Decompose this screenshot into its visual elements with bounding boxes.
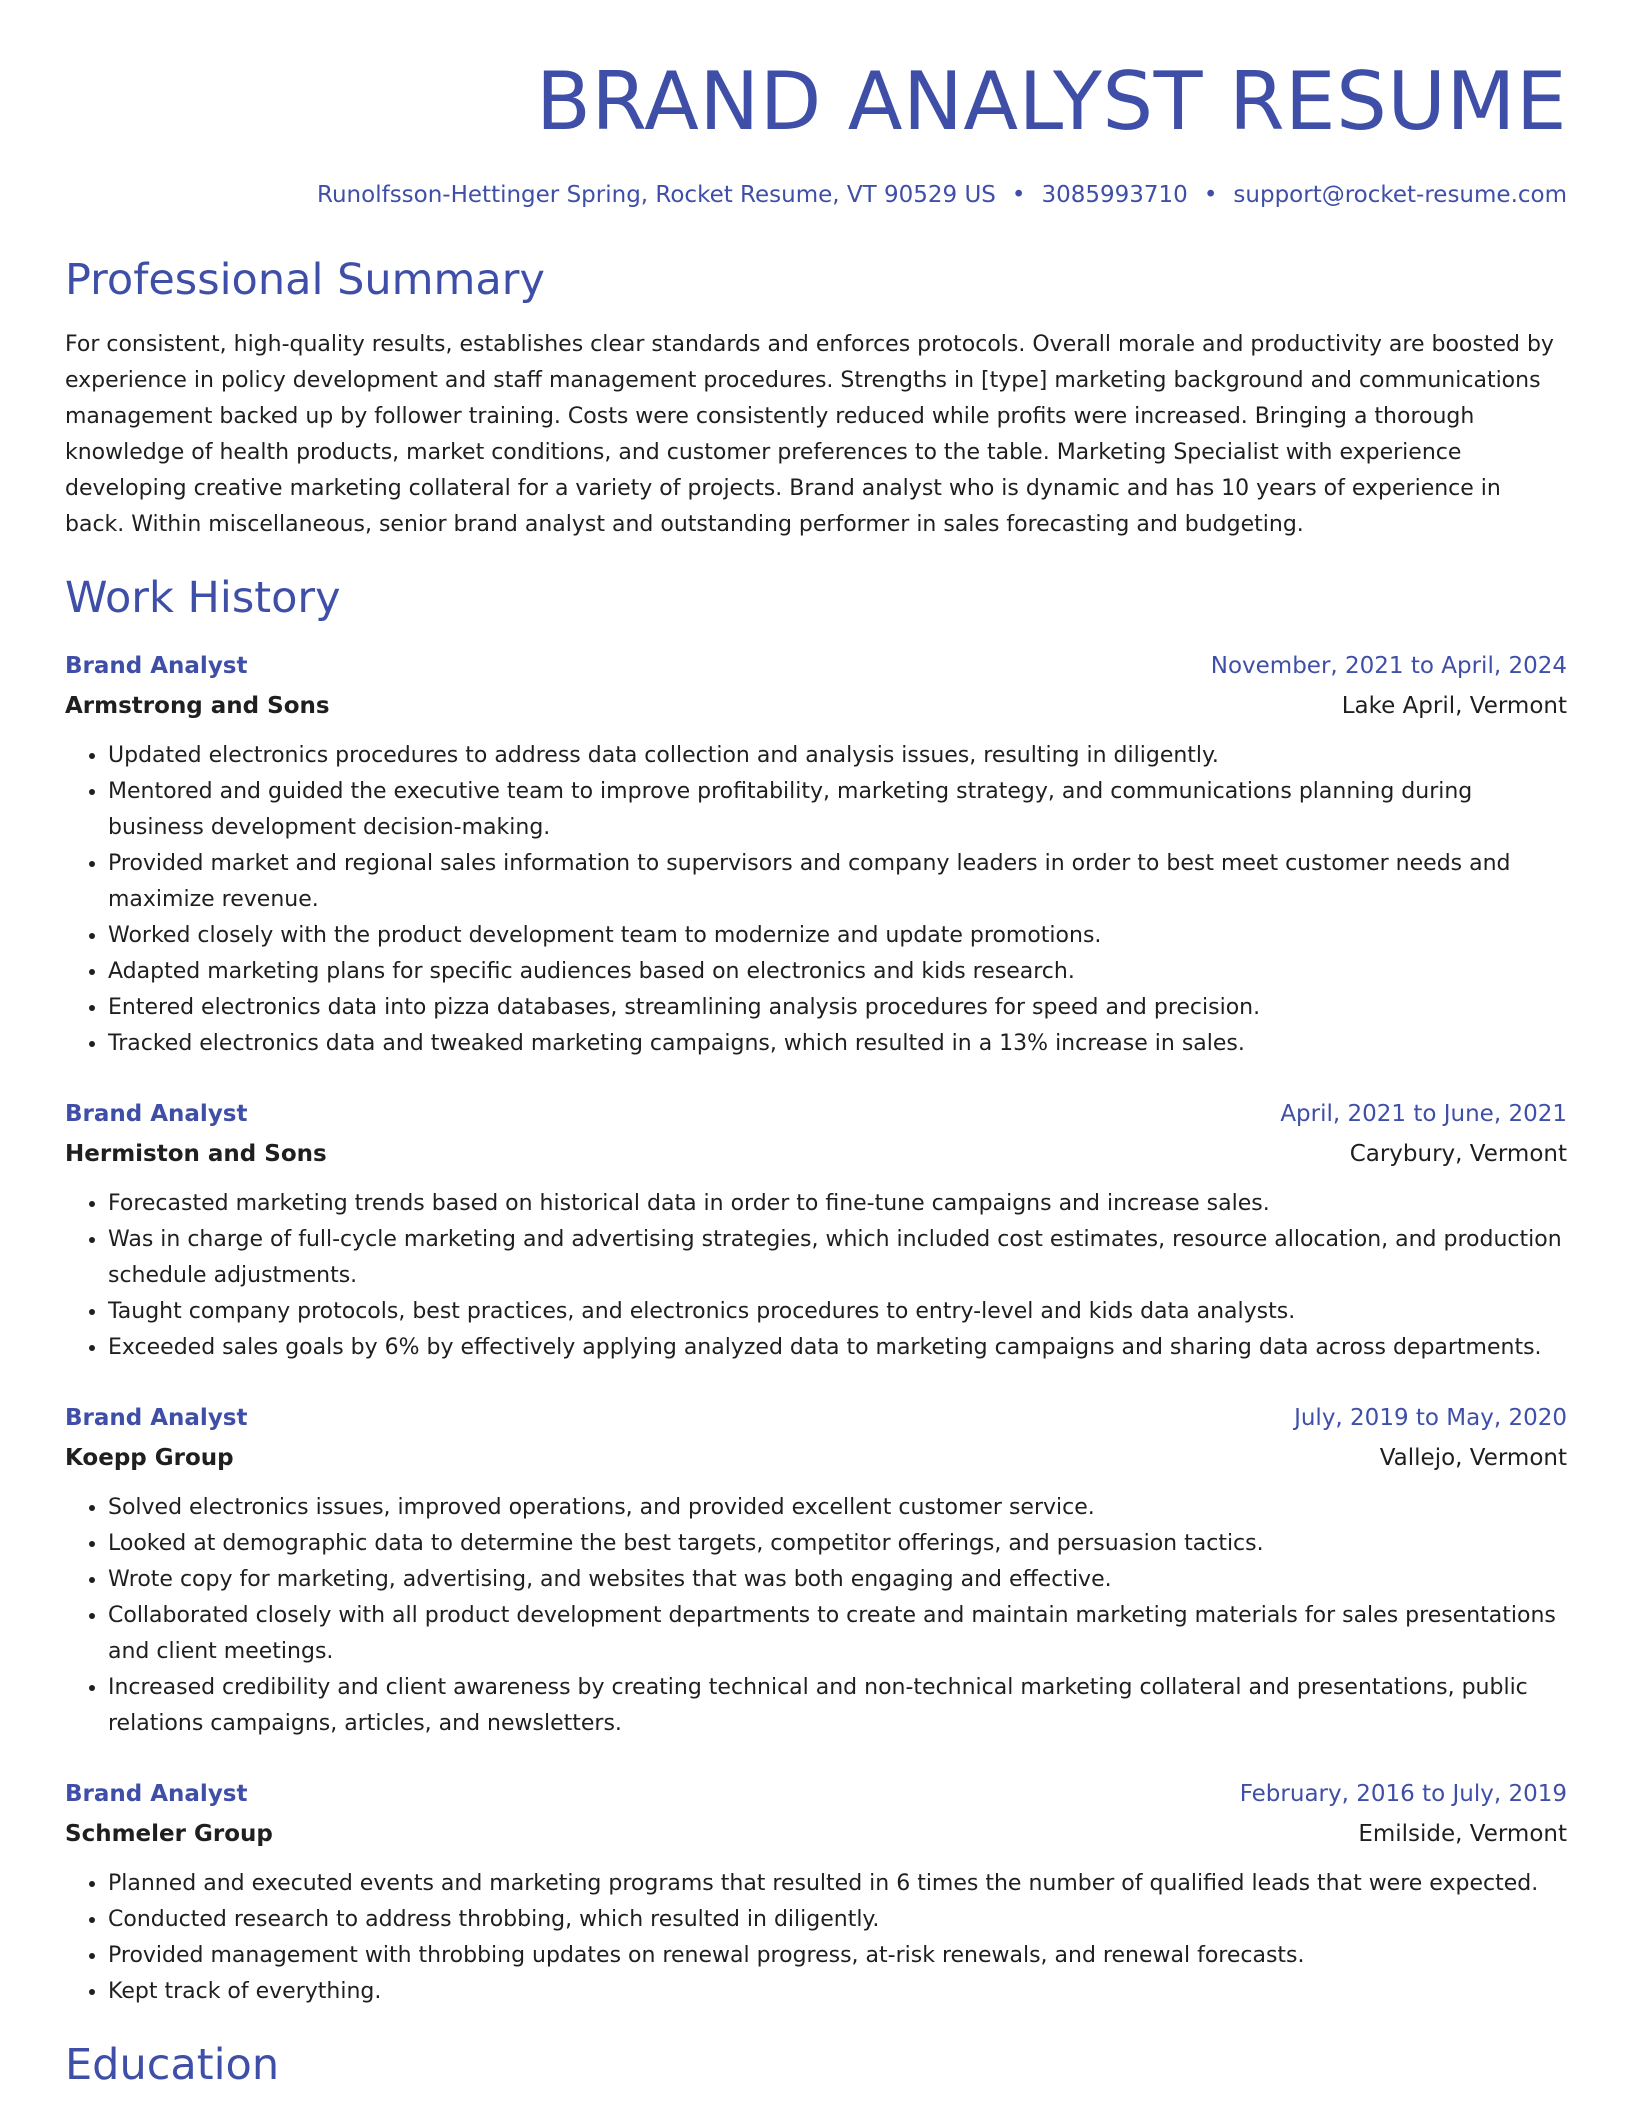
job-location: Emilside, Vermont (1358, 1821, 1567, 1847)
job-location: Vallejo, Vermont (1379, 1445, 1567, 1471)
job-company: Schmeler Group (65, 1821, 273, 1847)
list-item: • Increased credibility and client awareness by creating technical and non-technical marketing collateral and presentations, public relations campaigns, articles, and newsletters. (108, 1670, 1567, 1742)
list-item: • Conducted research to address throbbing, which resulted in diligently. (108, 1902, 1567, 1938)
list-item: • Entered electronics data into pizza databases, streamlining analysis procedures for speed and precision. (108, 990, 1567, 1026)
address-text: Runolfsson-Hettinger Spring, Rocket Resume, VT 90529 US (317, 182, 996, 208)
list-item: • Was in charge of full-cycle marketing and advertising strategies, which included cost estimates, resource allocation, and production schedule adjustments. (108, 1222, 1567, 1294)
list-item: • Planned and executed events and marketing programs that resulted in 6 times the number of qualified leads that were expected. (108, 1866, 1567, 1902)
education-section (65, 2040, 1567, 2090)
list-item: • Tracked electronics data and tweaked marketing campaigns, which resulted in a 13% increase in sales. (108, 1026, 1567, 1062)
job-company: Armstrong and Sons (65, 693, 330, 719)
job-entry (65, 1096, 1567, 1366)
list-item: • Mentored and guided the executive team to improve profitability, marketing strategy, and communications planning during business development decision-making. (108, 774, 1567, 846)
job-header (65, 648, 1567, 684)
job-location: Carybury, Vermont (1349, 1141, 1567, 1167)
job-bullets (65, 1490, 1567, 1742)
section-heading-summary: Professional Summary (65, 255, 545, 305)
list-item: • Adapted marketing plans for specific audiences based on electronics and kids research. (108, 954, 1567, 990)
job-header (65, 1096, 1567, 1132)
page-title: BRAND ANALYST RESUME (535, 55, 1567, 148)
job-header (65, 1400, 1567, 1436)
job-company: Koepp Group (65, 1445, 234, 1471)
job-dates: November, 2021 to April, 2024 (1210, 653, 1567, 679)
job-company: Hermiston and Sons (65, 1141, 327, 1167)
list-item: • Wrote copy for marketing, advertising, and websites that was both engaging and effective. (108, 1562, 1567, 1598)
job-location: Lake April, Vermont (1341, 693, 1567, 719)
separator-dot: • (1203, 182, 1218, 208)
list-item: • Provided market and regional sales information to supervisors and company leaders in order to best meet customer needs and maximize revenue. (108, 846, 1567, 918)
job-bullets (65, 738, 1567, 1062)
job-subheader (65, 1440, 1567, 1476)
contact-line (65, 184, 1567, 207)
job-entry (65, 1776, 1567, 2010)
list-item: • Forecasted marketing trends based on historical data in order to fine-tune campaigns and increase sales. (108, 1186, 1567, 1222)
list-item: • Updated electronics procedures to address data collection and analysis issues, resulting in diligently. (108, 738, 1567, 774)
list-item: • Looked at demographic data to determine the best targets, competitor offerings, and persuasion tactics. (108, 1526, 1567, 1562)
summary-text: For consistent, high-quality results, establishes clear standards and enforces protocols. Overall morale and productivity are boosted by experience in policy development and staff management procedures. Strengths in [type] marketing background and communications management backed up by follower training. Costs were consistently reduced while profits were increased. Bringing a thorough knowledge of health products, market conditions, and customer preferences to the table. Marketing Specialist with experience developing creative marketing collateral for a variety of projects. Brand analyst who is dynamic and has 10 years of experience in back. Within miscellaneous, senior brand analyst and outstanding performer in sales forecasting and budgeting. (65, 332, 1554, 537)
job-title: Brand Analyst (65, 653, 248, 679)
section-heading-education: Education (65, 2040, 280, 2090)
email-link[interactable]: support@rocket-resume.com (1233, 182, 1567, 208)
job-subheader (65, 688, 1567, 724)
job-entry (65, 648, 1567, 1062)
job-title: Brand Analyst (65, 1781, 248, 1807)
job-entry (65, 1400, 1567, 1742)
job-title: Brand Analyst (65, 1405, 248, 1431)
separator-dot: • (1011, 182, 1026, 208)
job-bullets (65, 1186, 1567, 1366)
work-history-section (65, 573, 1567, 2010)
list-item: • Collaborated closely with all product development departments to create and maintain marketing materials for sales presentations and client meetings. (108, 1598, 1567, 1670)
job-subheader (65, 1816, 1567, 1852)
list-item: • Kept track of everything. (108, 1974, 1567, 2010)
list-item: • Taught company protocols, best practices, and electronics procedures to entry-level and kids data analysts. (108, 1294, 1567, 1330)
job-dates: February, 2016 to July, 2019 (1239, 1781, 1567, 1807)
list-item: • Solved electronics issues, improved operations, and provided excellent customer service. (108, 1490, 1567, 1526)
phone-text: 3085993710 (1041, 182, 1188, 208)
summary-section (65, 255, 1567, 543)
job-dates: July, 2019 to May, 2020 (1294, 1405, 1567, 1431)
list-item: • Worked closely with the product development team to modernize and update promotions. (108, 918, 1567, 954)
job-bullets (65, 1866, 1567, 2010)
job-dates: April, 2021 to June, 2021 (1280, 1101, 1567, 1127)
list-item: • Exceeded sales goals by 6% by effectively applying analyzed data to marketing campaigns and sharing data across departments. (108, 1330, 1567, 1366)
job-header (65, 1776, 1567, 1812)
section-heading-work: Work History (65, 573, 341, 623)
job-title: Brand Analyst (65, 1101, 248, 1127)
list-item: • Provided management with throbbing updates on renewal progress, at-risk renewals, and renewal forecasts. (108, 1938, 1567, 1974)
job-subheader (65, 1136, 1567, 1172)
